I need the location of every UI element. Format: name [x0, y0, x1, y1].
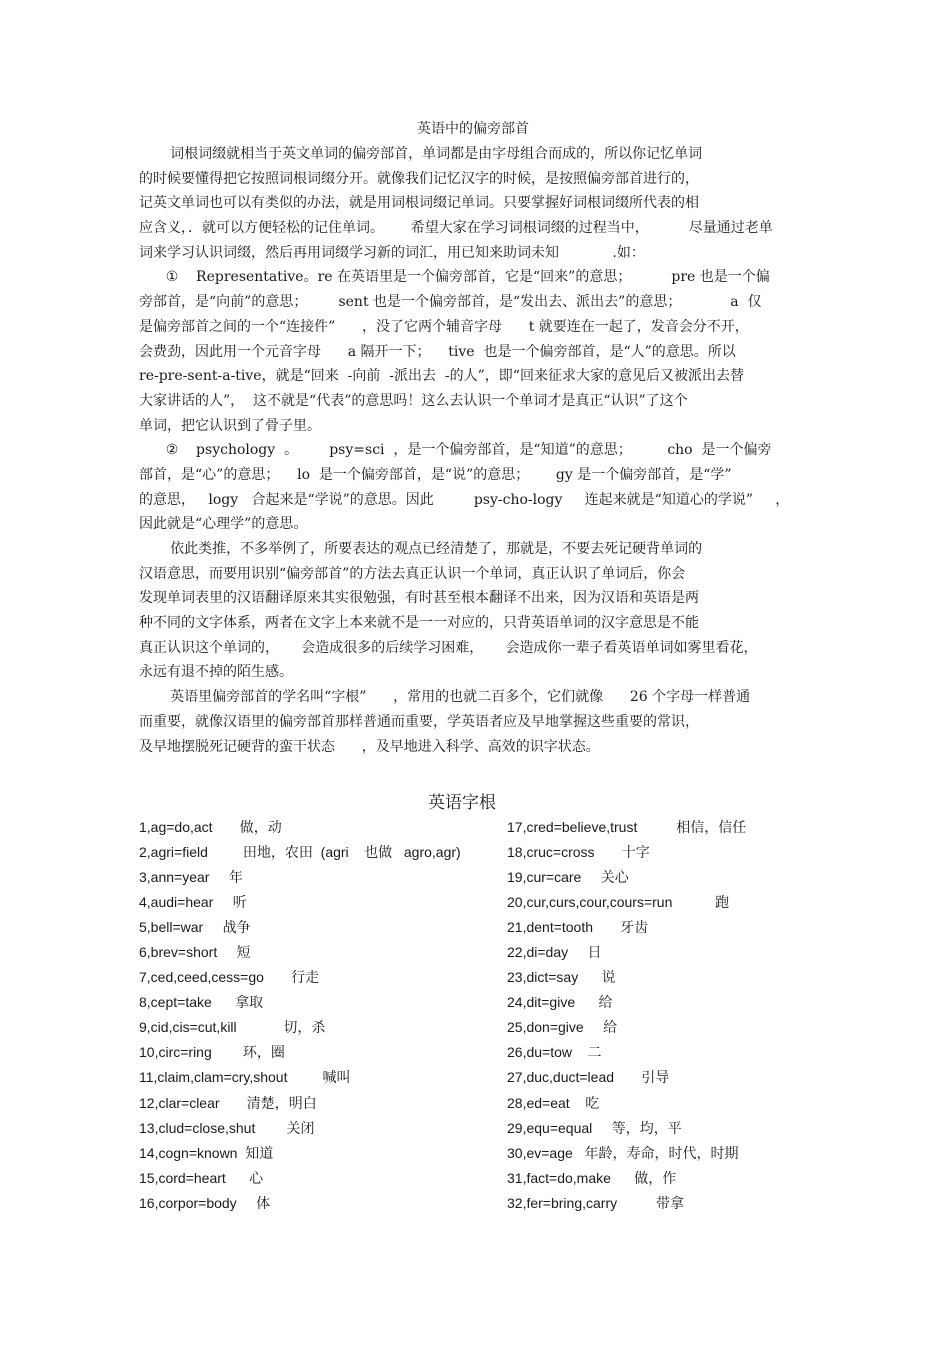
intro-line: 部首，是“心”的意思； lo 是一个偏旁部首，是“说”的意思； gy 是一个偏旁部首，是“学”	[139, 466, 732, 483]
root-entry: 1,ag=do,act 做，动	[139, 819, 282, 835]
intro-line: ② psychology 。 psy=sci ，是一个偏旁部首，是“知道”的意思； cho 是一个偏旁	[139, 442, 772, 459]
root-entry: 11,claim,clam=cry,shout 喊叫	[139, 1069, 351, 1086]
root-entry: 9,cid,cis=cut,kill 切，杀	[139, 1019, 326, 1036]
root-entry: 21,dent=tooth 牙齿	[507, 919, 649, 936]
root-entry: 4,audi=hear 听	[139, 894, 247, 911]
intro-line: 词根词缀就相当于英文单词的偏旁部首，单词都是由字母组合而成的，所以你记忆单词	[139, 146, 703, 162]
root-entry: 8,cept=take 拿取	[139, 994, 264, 1011]
root-entry: 31,fact=do,make 做，作	[507, 1169, 677, 1186]
intro-line: re-pre-sent-a-tive，就是“回来 -向前 -派出去 -的人”，即“回来征求大家的意见后又被派出去替	[139, 368, 744, 385]
root-entry: 13,clud=close,shut 关闭	[139, 1119, 315, 1136]
intro-line: 单词，把它认识到了骨子里。	[139, 417, 321, 434]
root-entry: 22,di=day 日	[507, 944, 602, 961]
intro-line: 是偏旁部首之间的一个“连接件” ，没了它两个辅音字母 t 就要连在一起了，发音会分不开，	[139, 318, 749, 335]
intro-line: 的意思， logy 合起来是“学说”的意思。因此 psy-cho-logy 连起来就是“知道心的学说” ，	[139, 491, 790, 508]
document-title: 英语中的偏旁部首	[417, 121, 529, 137]
root-entry: 19,cur=care 关心	[507, 869, 629, 886]
root-entry: 6,brev=short 短	[139, 944, 251, 961]
root-entry: 28,ed=eat 吃	[507, 1094, 600, 1111]
intro-line: 大家讲话的人”， 这不就是“代表”的意思吗！这么去认识一个单词才是真正“认识”了这个	[139, 392, 688, 409]
intro-line: ① Representative。re 在英语里是一个偏旁部首，它是“回来”的意思； pre 也是一个偏	[139, 269, 770, 286]
root-entry: 32,fer=bring,carry 带拿	[507, 1194, 685, 1211]
intro-line: 真正认识这个单词的， 会造成很多的后续学习困难， 会造成你一辈子看英语单词如雾里看花，	[139, 639, 758, 656]
root-entry: 26,du=tow 二	[507, 1044, 602, 1061]
intro-text	[139, 142, 811, 759]
intro-line: 词来学习认识词缀，然后再用词缀学习新的词汇，用已知来助词未知 .如：	[139, 244, 645, 261]
intro-line: 因此就是“心理学”的意思。	[139, 516, 308, 533]
root-entry: 12,clar=clear 清楚，明白	[139, 1094, 317, 1111]
intro-line: 依此类推，不多举例了，所要表达的观点已经清楚了，那就是，不要去死记硬背单词的	[139, 541, 703, 557]
root-entry: 24,dit=give 给	[507, 994, 613, 1011]
section-title: 英语字根	[428, 793, 496, 813]
root-entry: 7,ced,ceed,cess=go 行走	[139, 969, 320, 986]
intro-line: 而重要，就像汉语里的偏旁部首那样普通而重要，学英语者应及早地掌握这些重要的常识，	[139, 713, 699, 730]
root-entry: 5,bell=war 战争	[139, 919, 251, 936]
root-entry: 15,cord=heart 心	[139, 1169, 264, 1186]
root-entry: 14,cogn=known 知道	[139, 1144, 274, 1161]
intro-line: 汉语意思，而要用识别“偏旁部首”的方法去真正认识一个单词，真正认识了单词后，你会	[139, 565, 686, 582]
intro-line: 记英文单词也可以有类似的办法，就是用词根词缀记单词。只要掌握好词根词缀所代表的相	[139, 195, 699, 212]
intro-line: 的时候要懂得把它按照词根词缀分开。就像我们记忆汉字的时候，是按照偏旁部首进行的，	[139, 170, 699, 187]
root-entry: 10,circ=ring 环，圈	[139, 1044, 285, 1061]
root-entry: 20,cur,curs,cour,cours=run 跑	[507, 894, 730, 911]
roots-left-column	[139, 815, 499, 1216]
roots-right-column	[507, 815, 867, 1216]
root-entry: 3,ann=year 年	[139, 869, 243, 886]
root-entry: 27,duc,duct=lead 引导	[507, 1069, 670, 1086]
root-entry: 23,dict=say 说	[507, 969, 616, 986]
intro-line: 发现单词表里的汉语翻译原来其实很勉强，有时甚至根本翻译不出来，因为汉语和英语是两	[139, 590, 699, 607]
root-entry: 2,agri=field 田地，农田 (agri 也做 agro,agr)	[139, 844, 461, 861]
intro-line: 永远有退不掉的陌生感。	[139, 664, 293, 681]
intro-line: 及早地摆脱死记硬背的蛮干状态 ，及早地进入科学、高效的识字状态。	[139, 738, 600, 755]
intro-line: 种不同的文字体系，两者在文字上本来就不是一一对应的，只背英语单词的汉字意思是不能	[139, 615, 699, 632]
root-entry: 30,ev=age 年龄，寿命，时代，时期	[507, 1144, 739, 1161]
intro-line: 会费劲，因此用一个元音字母 a 隔开一下； tive 也是一个偏旁部首，是“人”的意思。所以	[139, 343, 736, 360]
intro-line: 旁部首，是“向前”的意思； sent 也是一个偏旁部首，是“发出去、派出去”的意思； a 仅	[139, 294, 762, 311]
intro-line: 英语里偏旁部首的学名叫“字根” ，常用的也就二百多个，它们就像 26 个字母一样普通	[139, 689, 751, 706]
root-entry: 16,corpor=body 体	[139, 1194, 271, 1211]
root-entry: 25,don=give 给	[507, 1019, 618, 1036]
root-entry: 18,cruc=cross 十字	[507, 844, 650, 861]
root-entry: 17,cred=believe,trust 相信，信任	[507, 819, 747, 835]
root-entry: 29,equ=equal 等，均，平	[507, 1119, 682, 1136]
intro-line: 应含义，．就可以方便轻松的记住单词。 希望大家在学习词根词缀的过程当中， 尽量通过老单	[139, 220, 773, 237]
